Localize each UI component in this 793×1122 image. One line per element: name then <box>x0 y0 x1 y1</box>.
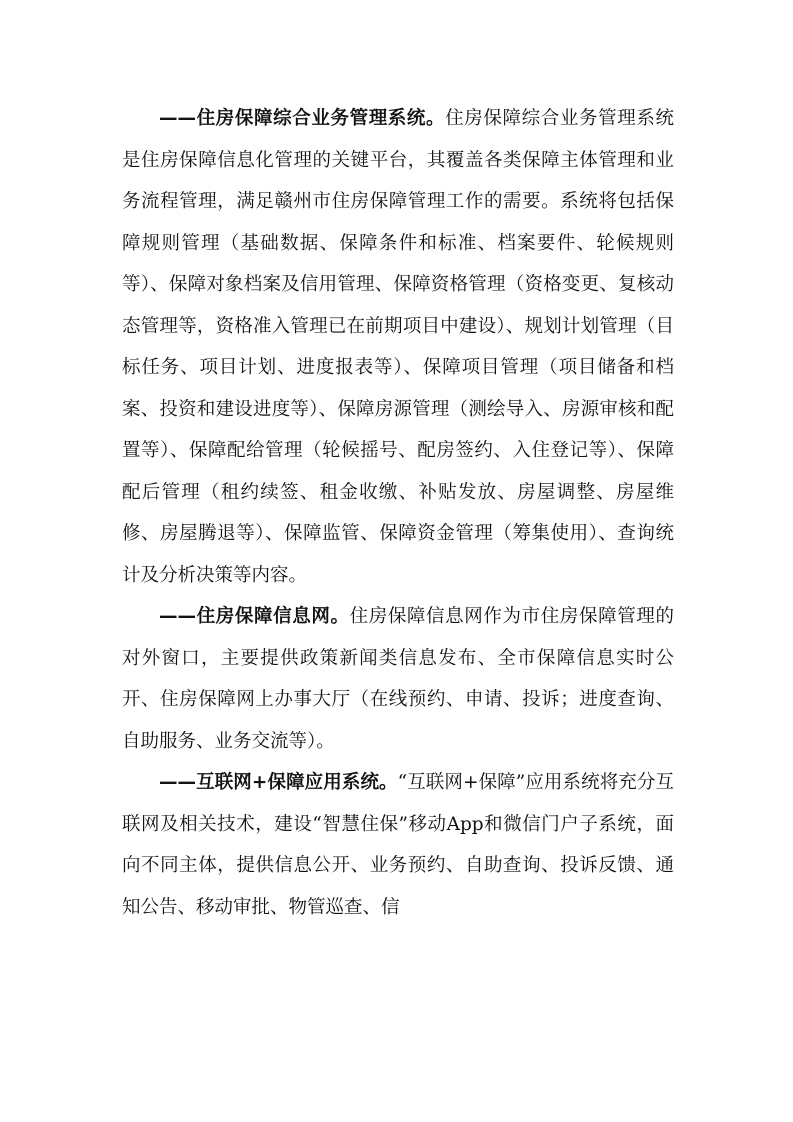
paragraph-heading: ——住房保障信息网。 <box>159 606 350 627</box>
paragraph-housing-management-system <box>122 98 674 596</box>
paragraph-heading: ——住房保障综合业务管理系统。 <box>159 108 446 129</box>
paragraph-housing-info-network <box>122 596 674 762</box>
paragraph-internet-plus-system <box>122 762 674 928</box>
document-body <box>122 98 674 928</box>
paragraph-text: 住房保障信息网作为市住房保障管理的对外窗口，主要提供政策新闻类信息发布、全市保障信息实时公开、住房保障网上办事大厅（在线预约、申请、投诉；进度查询、自助服务、业务交流等）。 <box>122 606 674 752</box>
paragraph-text: 住房保障综合业务管理系统是住房保障信息化管理的关键平台，其覆盖各类保障主体管理和业务流程管理，满足赣州市住房保障管理工作的需要。系统将包括保障规则管理（基础数据、保障条件和标准、档案要件、轮候规则等）、保障对象档案及信用管理、保障资格管理（资格变更、复核动态管理等，资格准入管理已在前期项目中建设）、规划计划管理（目标任务、项目计划、进度报表等）、保障项目管理（项目储备和档案、投资和建设进度等）、保障房源管理（测绘导入、房源审核和配置等）、保障配给管理（轮候摇号、配房签约、入住登记等）、保障配后管理（租约续签、租金收缴、补贴发放、房屋调整、房屋维修、房屋腾退等）、保障监管、保障资金管理（筹集使用）、查询统计及分析决策等内容。 <box>122 108 674 586</box>
paragraph-text: “互联网+保障”应用系统将充分互联网及相关技术，建设“智慧住保”移动App和微信门户子系统，面向不同主体，提供信息公开、业务预约、自助查询、投诉反馈、通知公告、移动审批、物管巡查、信 <box>122 772 674 918</box>
paragraph-heading: ——互联网+保障应用系统。 <box>159 772 398 793</box>
